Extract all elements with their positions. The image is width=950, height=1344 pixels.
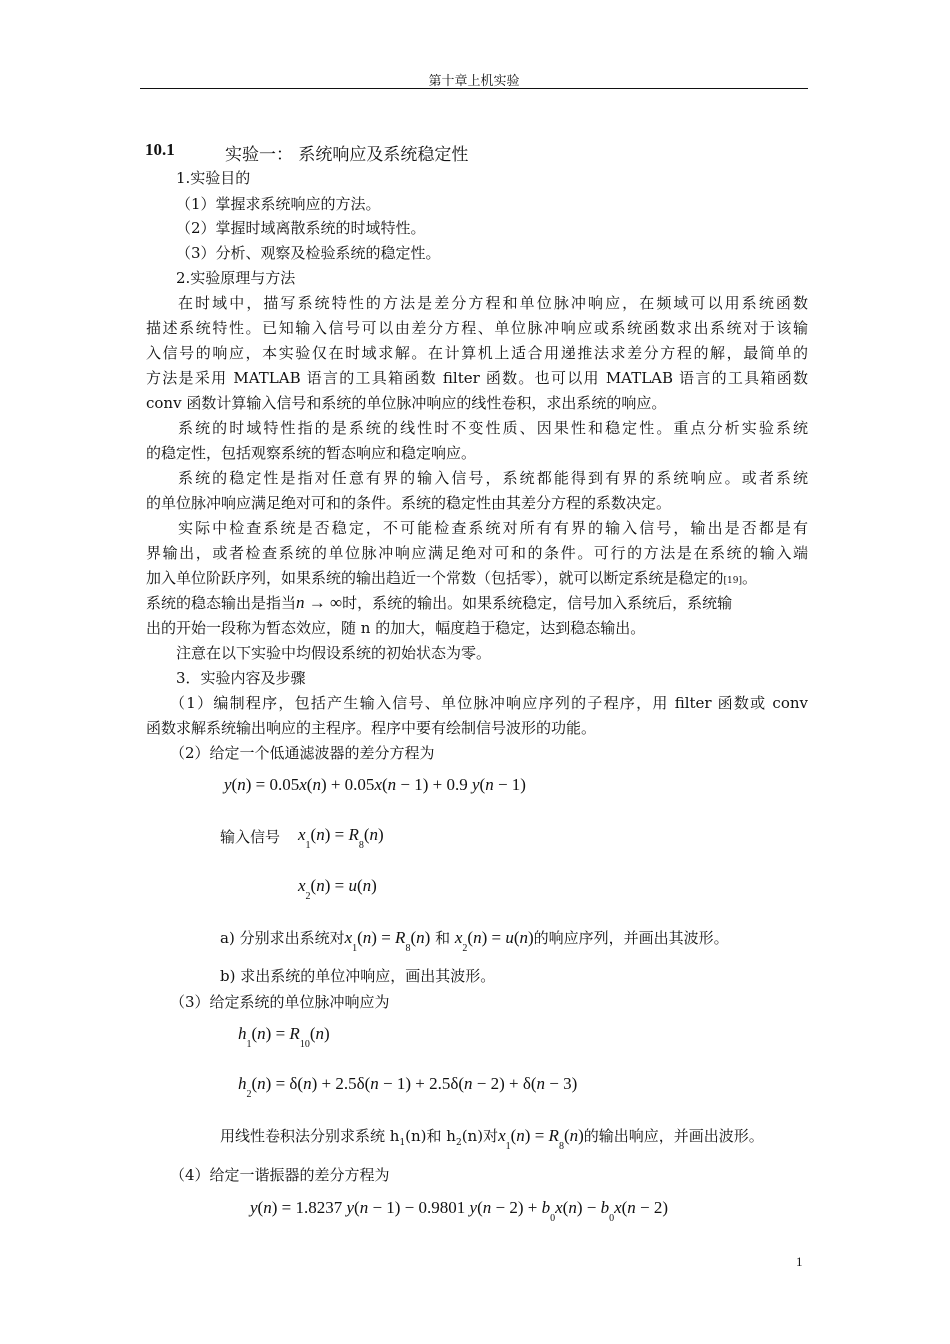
paragraph-line: conv 函数计算输入信号和系统的单位脉冲响应的线性卷积，求出系统的响应。 xyxy=(146,394,667,412)
input-label: 输入信号 xyxy=(220,828,281,846)
paragraph-line: 入信号的响应，本实验仅在时域求解。在计算机上适合用递推法求差分方程的解，最简单的 xyxy=(146,344,808,362)
impulse-response-h1-equation: $h_1(n) = R_{10}(n)$ xyxy=(238,1024,330,1050)
convolution-text: 用线性卷积法分别求系统 h xyxy=(220,1127,400,1145)
resonator-difference-equation: y(n) = 1.8237 y(n − 1) − 0.9801 $y(n - 2) + b_0x(n) - b_0x(n - 2)$ xyxy=(250,1198,669,1224)
paragraph-line: 系统的时域特性指的是系统的线性时不变性质、因果性和稳定性。重点分析实验系统 xyxy=(178,419,808,437)
running-header: 第十章上机实验 xyxy=(428,74,520,89)
header-rule xyxy=(140,88,808,89)
convolution-instruction: 用线性卷积法分别求系统 $h_1(n)$和 $h_2(n)$对$x_1(n) = R_8(n)$的输出响应，并画出波形。 xyxy=(220,1126,764,1152)
content-heading: 3．实验内容及步骤 xyxy=(176,669,306,687)
step-4-text: （4）给定一谐振器的差分方程为 xyxy=(170,1166,390,1184)
paragraph-text: 。 xyxy=(742,569,758,587)
convolution-text: (n)和 h xyxy=(405,1127,456,1145)
purpose-item-2: （2）掌握时域离散系统的时域特性。 xyxy=(176,219,426,237)
step-2-text: （2）给定一个低通滤波器的差分方程为 xyxy=(170,744,435,762)
citation-ref: [19] xyxy=(723,576,742,586)
section-number: 10.1 xyxy=(145,140,175,159)
paragraph-line: 出的开始一段称为暂态效应，随 n 的加大，幅度趋于稳定，达到稳态输出。 xyxy=(146,619,646,637)
paragraph-line: 的稳定性，包括观察系统的暂态响应和稳定响应。 xyxy=(146,444,477,462)
paragraph-line: 系统的稳定性是指对任意有界的输入信号，系统都能得到有界的系统响应。或者系统 xyxy=(178,469,808,487)
section-title: 实验一： 系统响应及系统稳定性 xyxy=(225,145,469,165)
impulse-response-h2-equation: $h_2(n) = \delta(n) + 2.5\delta(n - 1) + 2.5\delta(n - 2) + \delta(n - 3)$ xyxy=(238,1074,578,1100)
paragraph-line: 系统的稳态输出是指当n → ∞时，系统的输出。如果系统稳定，信号加入系统后，系统输 xyxy=(146,593,733,612)
question-b: b) 求出系统的单位冲响应，画出其波形。 xyxy=(220,967,496,985)
input-signal-x1-equation: $x_1(n) = R_8(n)$ xyxy=(298,825,384,851)
paragraph-text: 时，系统的输出。如果系统稳定，信号加入系统后，系统输 xyxy=(342,594,733,612)
question-a-text: 的响应序列，并画出其波形。 xyxy=(533,929,729,947)
step-1-line: （1）编制程序，包括产生输入信号、单位脉冲响应序列的子程序，用 filter 函数或 conv xyxy=(170,694,808,712)
input-signal-x2-equation: $x_2(n) = u(n)$ xyxy=(298,876,377,902)
page-number: 1 xyxy=(796,1254,803,1269)
principle-heading: 2.实验原理与方法 xyxy=(176,269,296,287)
paragraph-line: 实际中检查系统是否稳定，不可能检查系统对所有有界的输入信号，输出是否都是有 xyxy=(178,519,808,537)
section-heading xyxy=(145,140,469,165)
convolution-text: (n)对 xyxy=(461,1127,499,1145)
paragraph-line: 方法是采用 MATLAB 语言的工具箱函数 filter 函数。也可以用 MATLAB 语言的工具箱函数 xyxy=(146,369,808,387)
step-1-line: 函数求解系统输出响应的主程序。程序中要有绘制信号波形的功能。 xyxy=(146,719,597,737)
paragraph-line: 在时域中，描写系统特性的方法是差分方程和单位脉冲响应，在频域可以用系统函数 xyxy=(178,294,808,312)
question-a-text: a) 分别求出系统对 xyxy=(220,929,345,947)
paragraph-line: 的单位脉冲响应满足绝对可和的条件。系统的稳定性由其差分方程的系数决定。 xyxy=(146,494,672,512)
paragraph-text: 加入单位阶跃序列，如果系统的输出趋近一个常数（包括零），就可以断定系统是稳定的 xyxy=(146,569,724,587)
paragraph-text: 系统的稳态输出是指当 xyxy=(146,594,297,612)
paragraph-line: 注意在以下实验中均假设系统的初始状态为零。 xyxy=(176,644,492,662)
paragraph-line xyxy=(146,568,757,591)
question-a: a) 分别求出系统对$x_1(n) = R_8(n)$ 和 $x_2(n) = u(n)$的响应序列，并画出其波形。 xyxy=(220,928,729,954)
convolution-text: 的输出响应，并画出波形。 xyxy=(583,1127,764,1145)
paragraph-line: 界输出，或者检查系统的单位脉冲响应满足绝对可和的条件。可行的方法是在系统的输入端 xyxy=(146,544,808,562)
lowpass-difference-equation: y(n) = 0.05x(n) + 0.05x(n − 1) + 0.9 y(n − 1) xyxy=(224,775,526,794)
question-a-text: 和 xyxy=(435,929,451,947)
purpose-item-3: （3）分析、观察及检验系统的稳定性。 xyxy=(176,244,441,262)
purpose-item-1: （1）掌握求系统响应的方法。 xyxy=(176,195,381,213)
step-3-text: （3）给定系统的单位脉冲响应为 xyxy=(170,993,390,1011)
paragraph-line: 描述系统特性。已知输入信号可以由差分方程、单位脉冲响应或系统函数求出系统对于该输 xyxy=(146,319,808,337)
purpose-heading: 1.实验目的 xyxy=(176,169,251,187)
